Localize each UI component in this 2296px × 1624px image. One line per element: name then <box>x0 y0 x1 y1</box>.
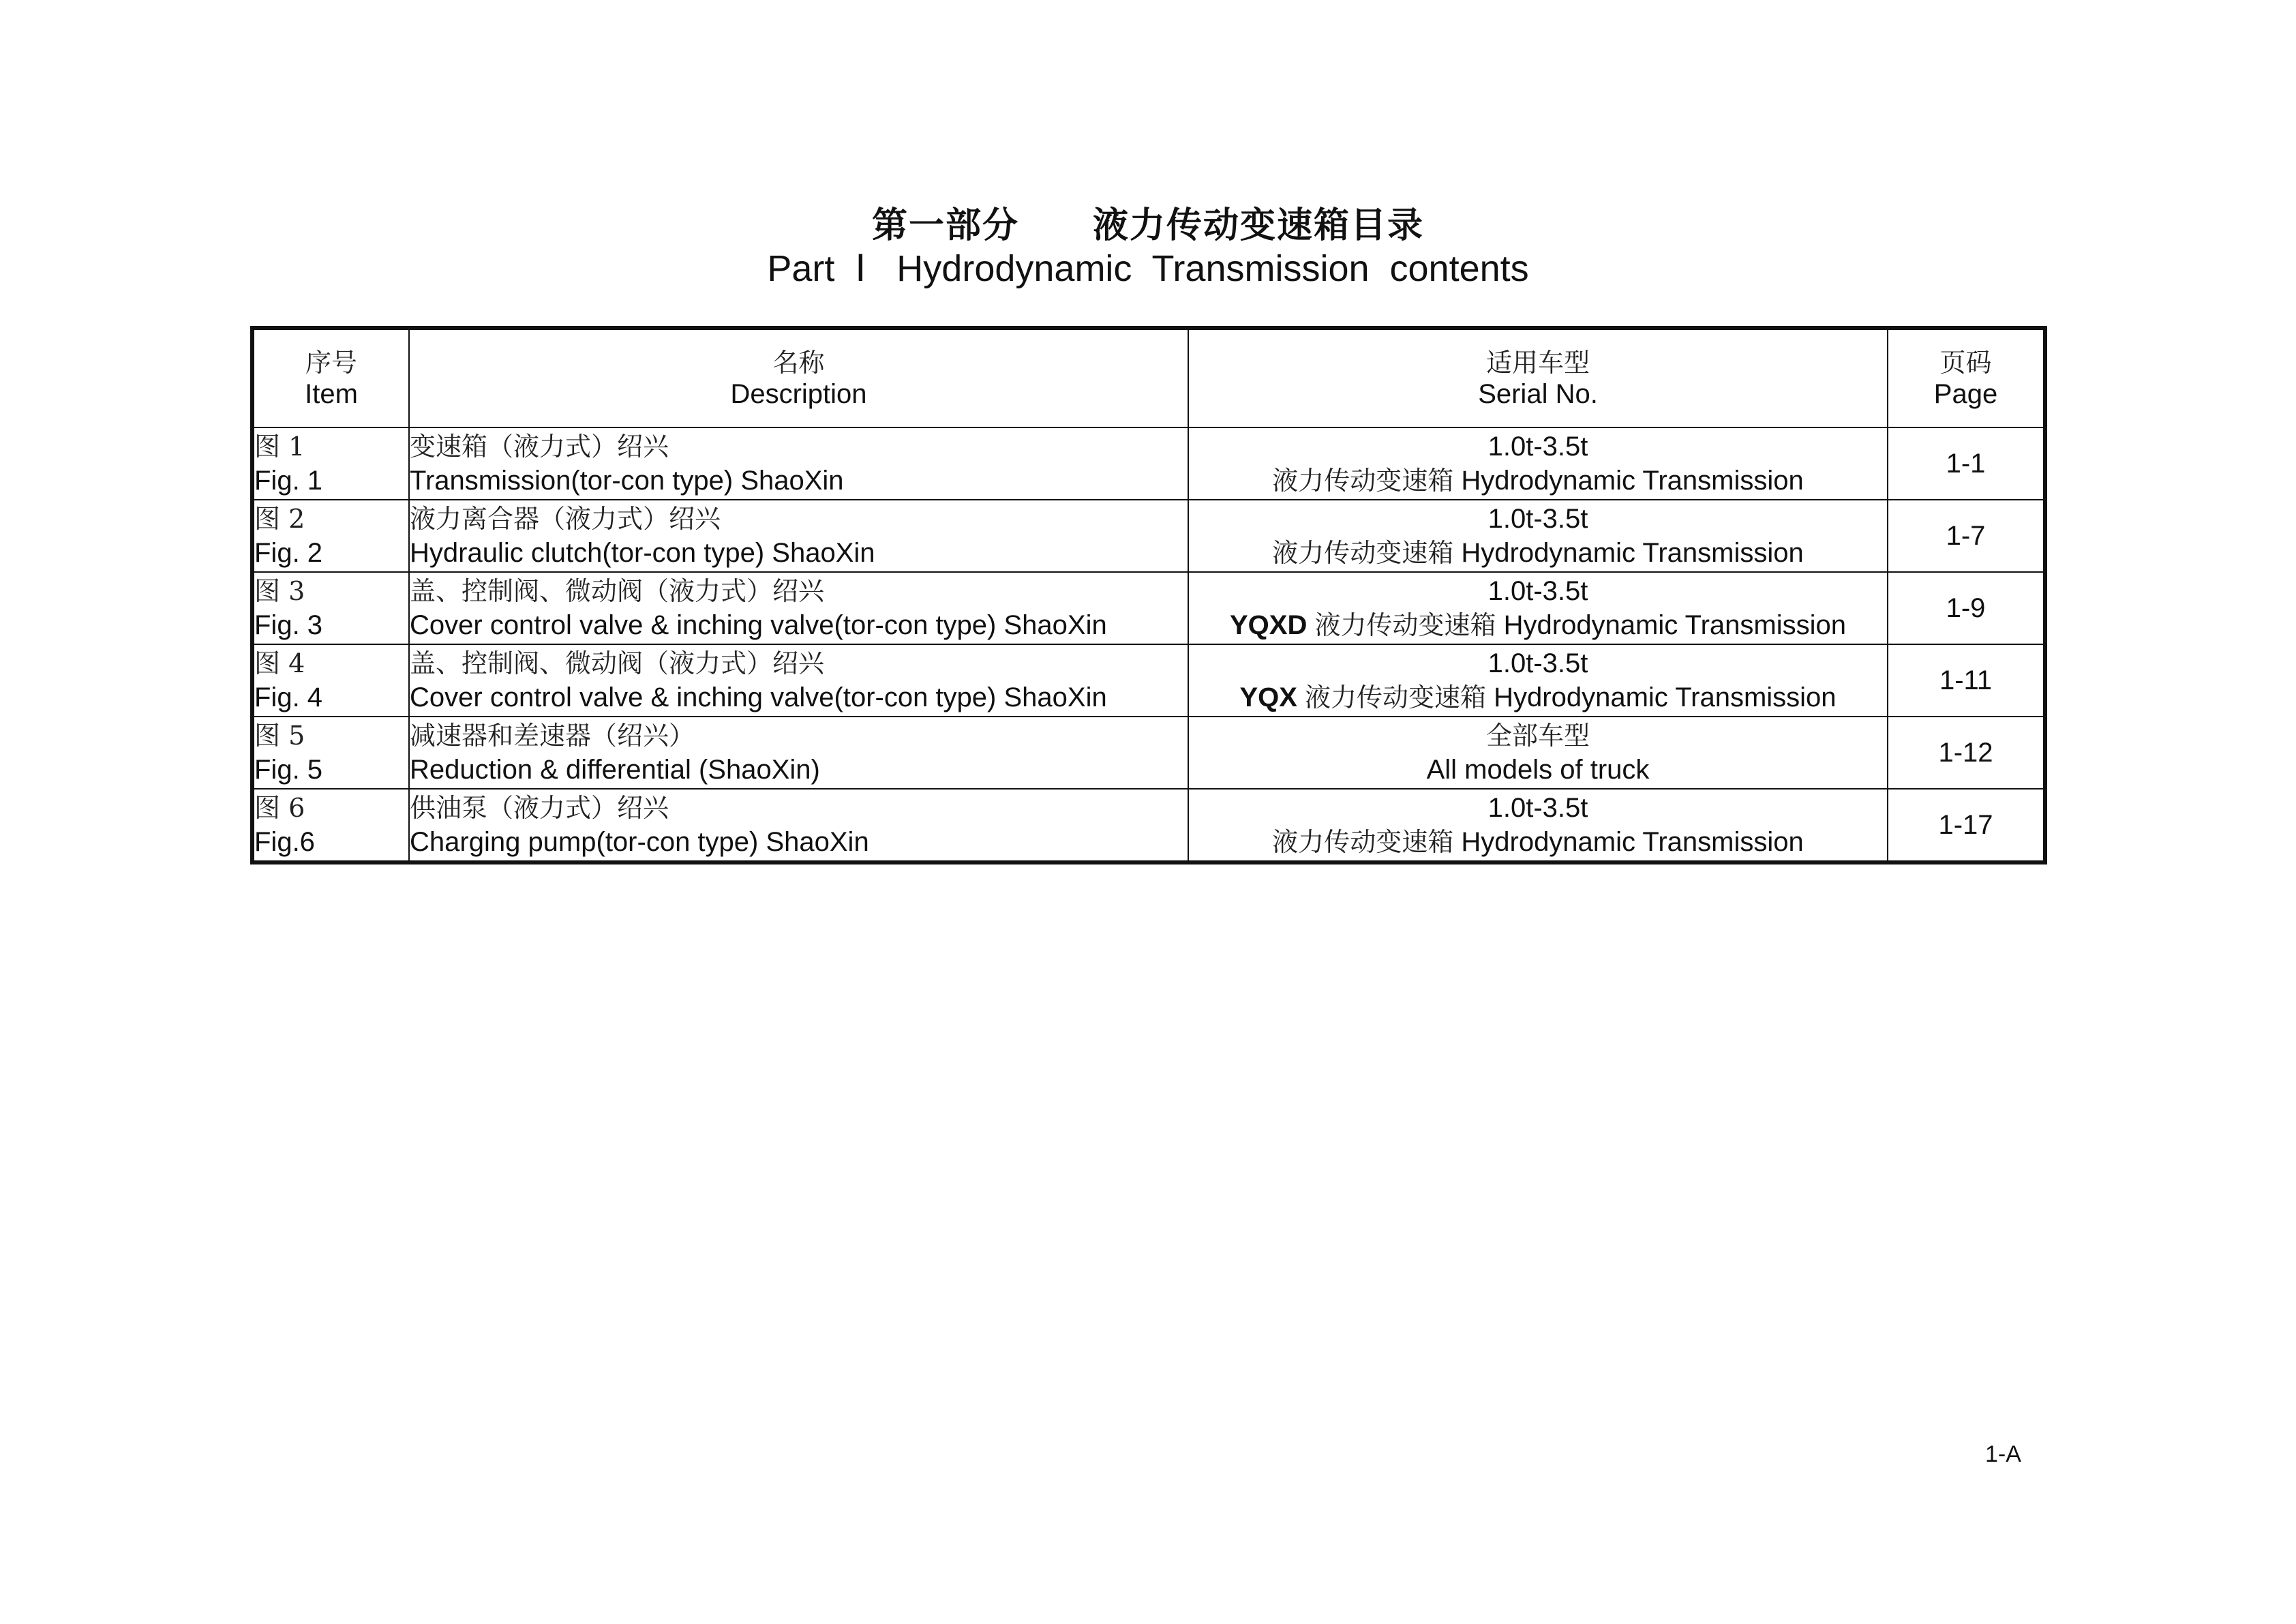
serial-model <box>1189 464 1887 498</box>
header-serial <box>1188 328 1888 427</box>
item-cell <box>252 789 409 862</box>
description-cn: 液力离合器（液力式）绍兴 <box>410 504 721 534</box>
table-row <box>252 789 2045 862</box>
serial-cn: 液力传动变速箱 <box>1272 538 1454 568</box>
description-cn: 盖、控制阀、微动阀（液力式）绍兴 <box>410 576 825 606</box>
item-en: Fig. 5 <box>254 755 323 785</box>
serial-cell <box>1188 644 1888 717</box>
description-cn: 供油泵（液力式）绍兴 <box>410 793 669 823</box>
serial-model <box>1189 608 1887 642</box>
serial-en: Hydrodynamic Transmission <box>1453 466 1804 496</box>
description-cn: 变速箱（液力式）绍兴 <box>410 432 669 462</box>
description-en: Transmission(tor-con type) ShaoXin <box>410 466 844 496</box>
page-cell: 1-9 <box>1888 572 2045 644</box>
serial-en: Hydrodynamic Transmission <box>1453 538 1804 568</box>
page-cell: 1-7 <box>1888 500 2045 572</box>
header-page-en: Page <box>1933 379 1998 409</box>
description-en: Hydraulic clutch(tor-con type) ShaoXin <box>410 538 875 568</box>
serial-range: 1.0t-3.5t <box>1487 576 1588 606</box>
page-cell: 1-1 <box>1888 427 2045 500</box>
item-cell <box>252 717 409 789</box>
serial-prefix: YQX <box>1239 682 1305 712</box>
serial-cn: 液力传动变速箱 <box>1272 827 1454 857</box>
serial-cell <box>1188 789 1888 862</box>
item-cn: 图 1 <box>254 432 305 462</box>
description-en: Cover control valve & inching valve(tor-con type) ShaoXin <box>410 610 1107 640</box>
item-cn: 图 2 <box>254 504 305 534</box>
serial-range: 1.0t-3.5t <box>1487 504 1588 534</box>
item-en: Fig. 3 <box>254 610 323 640</box>
item-en: Fig. 2 <box>254 538 323 568</box>
item-cn: 图 6 <box>254 793 305 823</box>
table-header-row <box>252 328 2045 427</box>
header-serial-cn: 适用车型 <box>1485 348 1590 378</box>
serial-en: Hydrodynamic Transmission <box>1453 827 1804 857</box>
header-page-cn: 页码 <box>1939 348 1992 378</box>
serial-model <box>1189 753 1887 787</box>
item-en: Fig. 1 <box>254 466 323 496</box>
description-cell <box>409 644 1188 717</box>
page-cell: 1-12 <box>1888 717 2045 789</box>
header-item-cn: 序号 <box>305 348 357 378</box>
contents-table <box>250 326 2047 864</box>
item-cn: 图 5 <box>254 721 305 751</box>
serial-range: 1.0t-3.5t <box>1487 793 1588 823</box>
description-cn: 减速器和差速器（绍兴） <box>410 721 695 751</box>
serial-cell <box>1188 500 1888 572</box>
page-cell: 1-17 <box>1888 789 2045 862</box>
serial-range: 1.0t-3.5t <box>1487 432 1588 462</box>
serial-cell <box>1188 572 1888 644</box>
description-cell <box>409 572 1188 644</box>
table-row <box>252 572 2045 644</box>
description-cell <box>409 500 1188 572</box>
description-en: Reduction & differential (ShaoXin) <box>410 755 820 785</box>
item-cell <box>252 572 409 644</box>
header-page <box>1888 328 2045 427</box>
serial-en: All models of truck <box>1426 755 1650 785</box>
table-row <box>252 717 2045 789</box>
table-row <box>252 644 2045 717</box>
serial-en: Hydrodynamic Transmission <box>1486 682 1837 712</box>
serial-model <box>1189 680 1887 715</box>
serial-cn: 液力传动变速箱 <box>1305 682 1487 712</box>
header-description-en: Description <box>730 379 867 409</box>
description-cell <box>409 427 1188 500</box>
item-cell <box>252 500 409 572</box>
description-cn: 盖、控制阀、微动阀（液力式）绍兴 <box>410 648 825 678</box>
header-item-en: Item <box>305 379 358 409</box>
page-cell: 1-11 <box>1888 644 2045 717</box>
description-cell <box>409 717 1188 789</box>
serial-cn: 液力传动变速箱 <box>1272 466 1454 496</box>
description-en: Cover control valve & inching valve(tor-con type) ShaoXin <box>410 682 1107 712</box>
header-item <box>252 328 409 427</box>
page-number: 1-A <box>1985 1441 2021 1467</box>
serial-prefix: YQXD <box>1230 610 1315 640</box>
item-cell <box>252 427 409 500</box>
serial-model <box>1189 825 1887 859</box>
serial-en: Hydrodynamic Transmission <box>1496 610 1846 640</box>
header-description <box>409 328 1188 427</box>
item-cn: 图 4 <box>254 648 305 678</box>
serial-range: 全部车型 <box>1485 721 1590 751</box>
serial-model <box>1189 536 1887 570</box>
description-en: Charging pump(tor-con type) ShaoXin <box>410 827 869 857</box>
item-cn: 图 3 <box>254 576 305 606</box>
item-en: Fig.6 <box>254 827 315 857</box>
header-description-cn: 名称 <box>772 348 825 378</box>
item-cell <box>252 644 409 717</box>
description-cell <box>409 789 1188 862</box>
table-row <box>252 500 2045 572</box>
title-chinese: 第一部分 液力传动变速箱目录 <box>871 205 1424 246</box>
serial-cn: 液力传动变速箱 <box>1314 610 1496 640</box>
serial-cell <box>1188 717 1888 789</box>
table-row <box>252 427 2045 500</box>
serial-range: 1.0t-3.5t <box>1487 648 1588 678</box>
serial-cell <box>1188 427 1888 500</box>
item-en: Fig. 4 <box>254 682 323 712</box>
header-serial-en: Serial No. <box>1478 379 1598 409</box>
title-english: Part Ⅰ Hydrodynamic Transmission contents <box>767 248 1529 289</box>
